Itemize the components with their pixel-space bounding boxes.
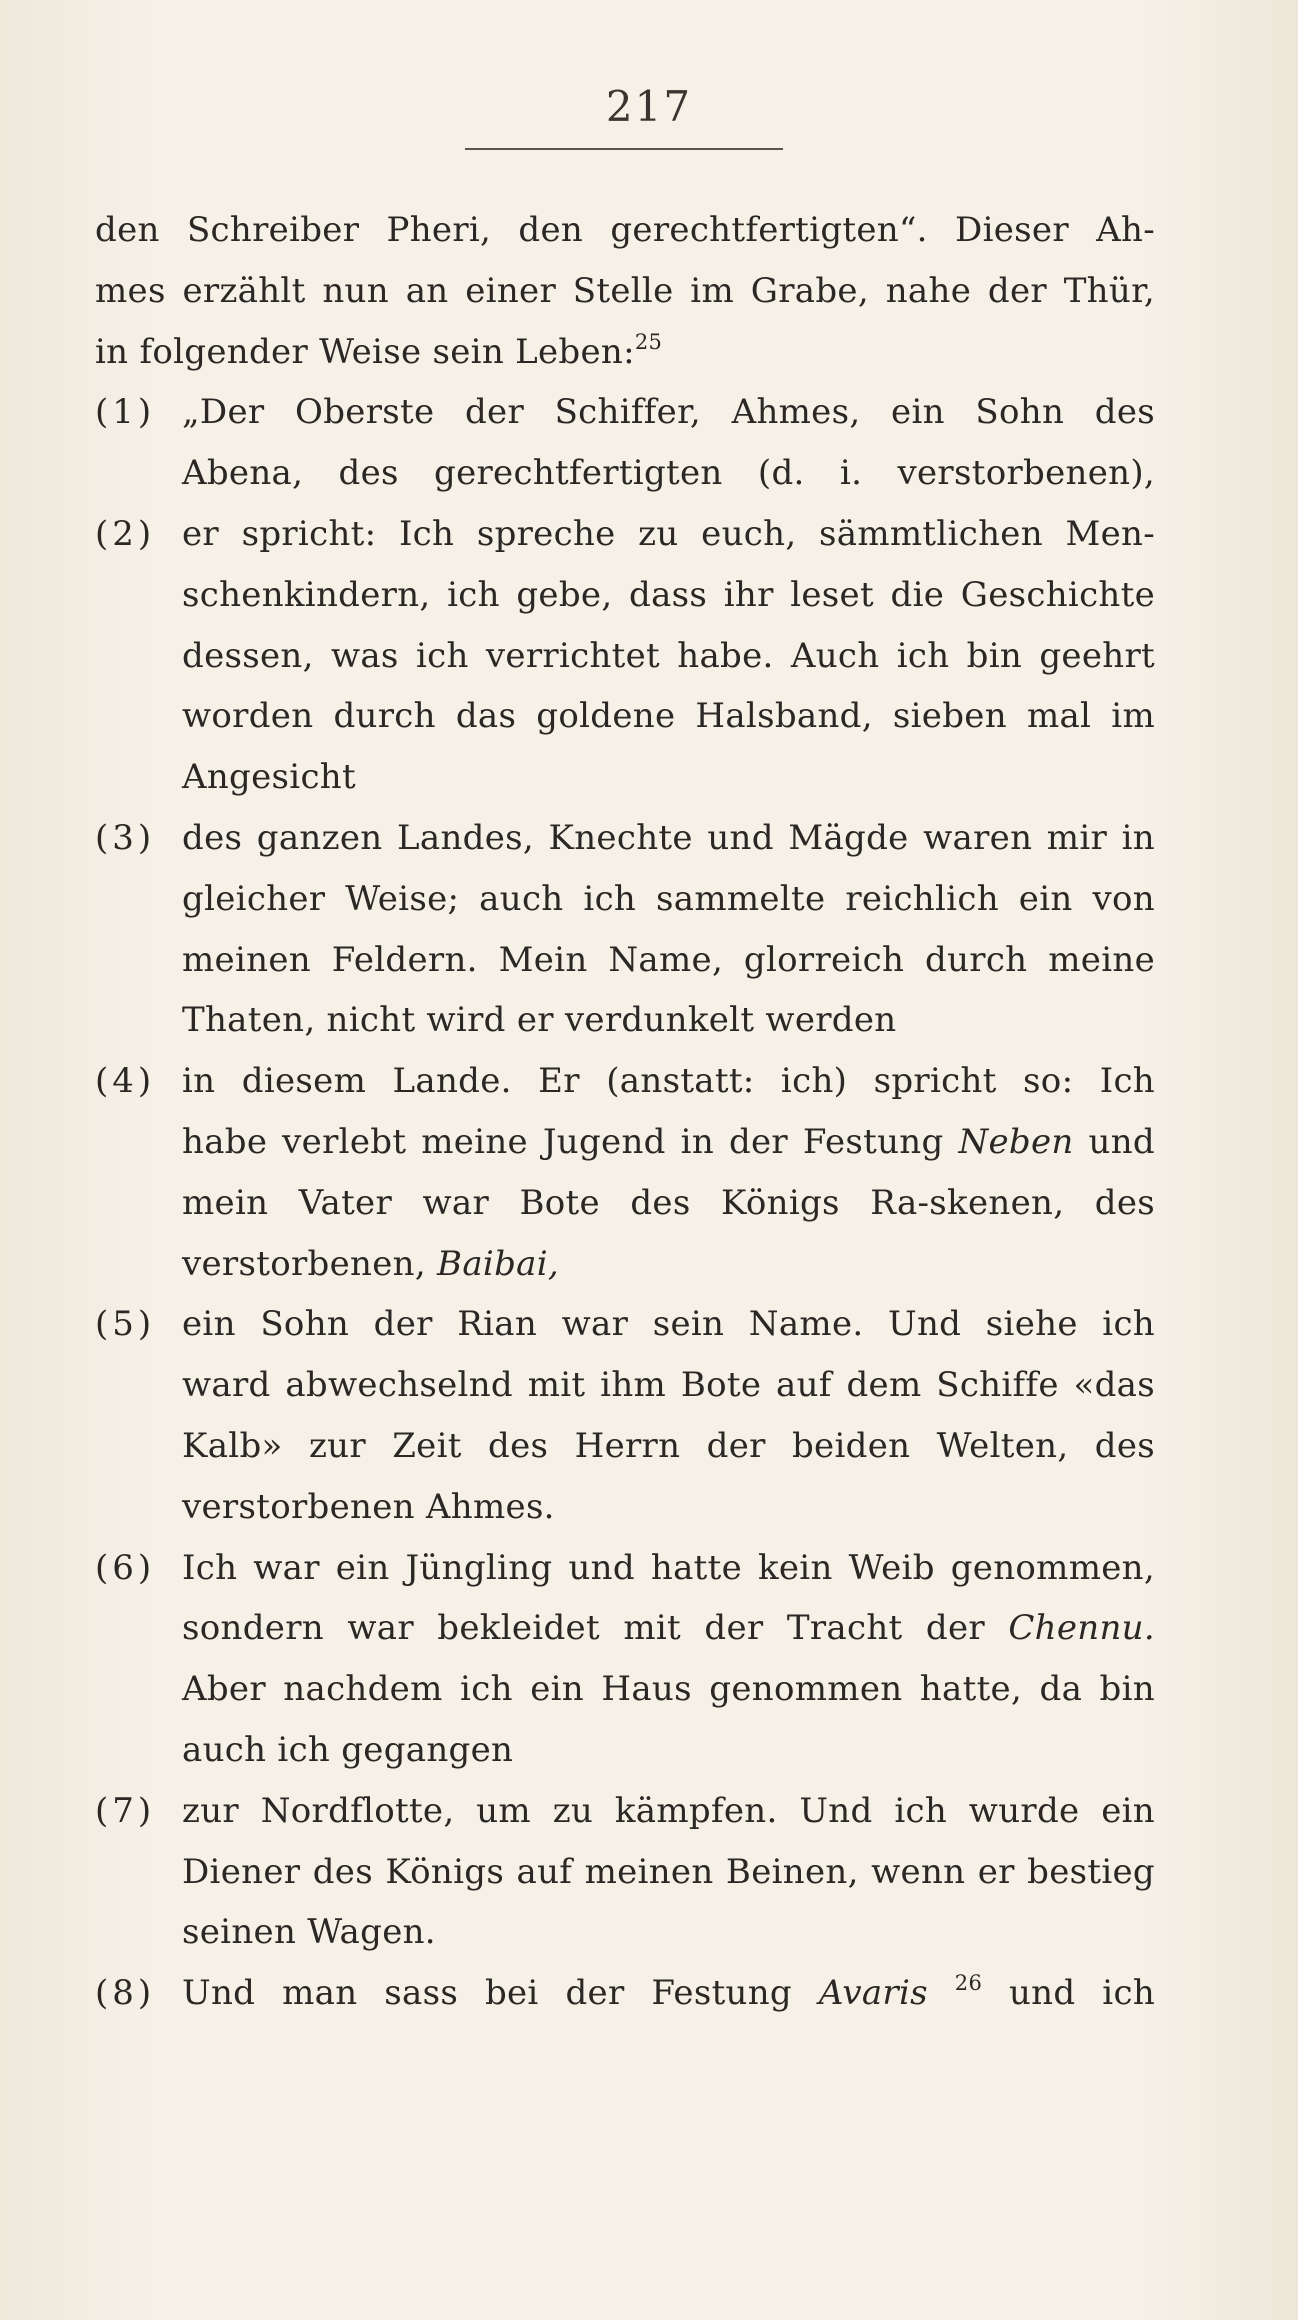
line-text: sondern war bekleidet mit der Tracht der [182, 1608, 985, 1648]
text-line [182, 626, 1155, 686]
footnote-ref: 25 [634, 330, 663, 354]
line-text: meinen Feldern. Mein Name, glorreich durch meine [182, 940, 1155, 980]
line-text: habe verlebt meine Jugend in der Festung [182, 1122, 944, 1162]
text-line [182, 1659, 1155, 1719]
line-text: gleicher Weise; auch ich sammelte reichlich ein von [182, 879, 1155, 919]
line-text: schenkindern, ich gebe, dass ihr leset die Geschichte [182, 575, 1155, 615]
text-line [182, 1355, 1155, 1415]
line-text: Ich war ein Jüngling und hatte kein Weib genommen, [182, 1548, 1155, 1588]
line-text: mes erzählt nun an einer Stelle im Grabe, nahe der Thür, [95, 271, 1155, 311]
line-text: mein Vater war Bote des Königs Ra-skenen, des [182, 1183, 1155, 1223]
text-line [182, 1842, 1155, 1902]
line-text: er spricht: Ich spreche zu euch, sämmtlichen Men- [182, 514, 1155, 554]
line-text: zur Nordflotte, um zu kämpfen. Und ich wurde ein [182, 1791, 1155, 1831]
text-line [182, 1173, 1155, 1233]
page-number: 217 [605, 82, 693, 131]
line-text: auch ich gegangen [182, 1730, 514, 1770]
paragraph-number: (6) [95, 1548, 156, 1588]
text-line [95, 200, 1155, 260]
line-text: ein Sohn der Rian war sein Name. Und siehe ich [182, 1304, 1155, 1344]
text-line [182, 565, 1155, 625]
text-line [182, 382, 1155, 442]
paragraph-number: (2) [95, 514, 156, 554]
line-text: verstorbenen Ahmes. [182, 1487, 555, 1527]
text-line [182, 930, 1155, 990]
text-line [182, 1112, 1155, 1172]
footnote-ref: 26 [954, 1971, 983, 1995]
line-text: in folgender Weise sein Leben: [95, 332, 635, 372]
paragraph-number: (7) [95, 1791, 156, 1831]
text-line [182, 1538, 1155, 1598]
paragraph-number: (1) [95, 392, 156, 432]
line-text: des ganzen Landes, Knechte und Mägde waren mir in [182, 818, 1155, 858]
line-text: und [1088, 1122, 1155, 1162]
text-line [182, 1902, 1155, 1962]
text-line [182, 869, 1155, 929]
text-line [182, 1781, 1155, 1841]
paragraph-number: (8) [95, 1973, 156, 2013]
line-text: in diesem Lande. Er (anstatt: ich) spricht so: Ich [182, 1061, 1155, 1101]
text-line [182, 1294, 1155, 1354]
line-text: Und man sass bei der Festung [182, 1973, 792, 2013]
paragraph-number: (3) [95, 818, 156, 858]
italic-term: Chennu. [1008, 1608, 1155, 1648]
line-text: Abena, des gerechtfertigten (d. i. verstorbenen), [182, 453, 1155, 493]
paragraph-number: (5) [95, 1304, 156, 1344]
text-line [95, 261, 1155, 321]
line-text: „Der Oberste der Schiffer, Ahmes, ein Sohn des [182, 392, 1155, 432]
italic-term: Avaris [818, 1973, 928, 2013]
text-line [182, 1416, 1155, 1476]
line-text: den Schreiber Pheri, den gerechtfertigten“. Dieser Ah- [95, 210, 1155, 250]
line-text: Angesicht [182, 757, 356, 797]
line-text: Diener des Königs auf meinen Beinen, wenn er bestieg [182, 1852, 1155, 1892]
line-text: dessen, was ich verrichtet habe. Auch ich bin geehrt [182, 636, 1155, 676]
text-line [182, 1234, 1155, 1294]
text-line [182, 1720, 1155, 1780]
text-line [182, 1963, 1155, 2023]
line-text: verstorbenen, [182, 1244, 426, 1284]
line-text: Aber nachdem ich ein Haus genommen hatte, da bin [182, 1669, 1155, 1709]
text-line [182, 808, 1155, 868]
line-text: und ich [1008, 1973, 1156, 2013]
italic-term: Neben [958, 1122, 1074, 1162]
text-line [95, 322, 1155, 382]
header-rule [465, 148, 783, 150]
text-line [182, 443, 1155, 503]
line-text: Kalb» zur Zeit des Herrn der beiden Welten, des [182, 1426, 1155, 1466]
paragraph-number: (4) [95, 1061, 156, 1101]
italic-term: Baibai, [437, 1244, 559, 1284]
line-text: worden durch das goldene Halsband, sieben mal im [182, 696, 1155, 736]
text-line [182, 990, 1155, 1050]
text-line [182, 1598, 1155, 1658]
text-line [182, 1477, 1155, 1537]
line-text: ward abwechselnd mit ihm Bote auf dem Schiffe «das [182, 1365, 1155, 1405]
text-line [182, 686, 1155, 746]
text-line [182, 504, 1155, 564]
line-text: seinen Wagen. [182, 1912, 436, 1952]
line-text: Thaten, nicht wird er verdunkelt werden [182, 1000, 897, 1040]
text-line [182, 1051, 1155, 1111]
text-line [182, 747, 1155, 807]
